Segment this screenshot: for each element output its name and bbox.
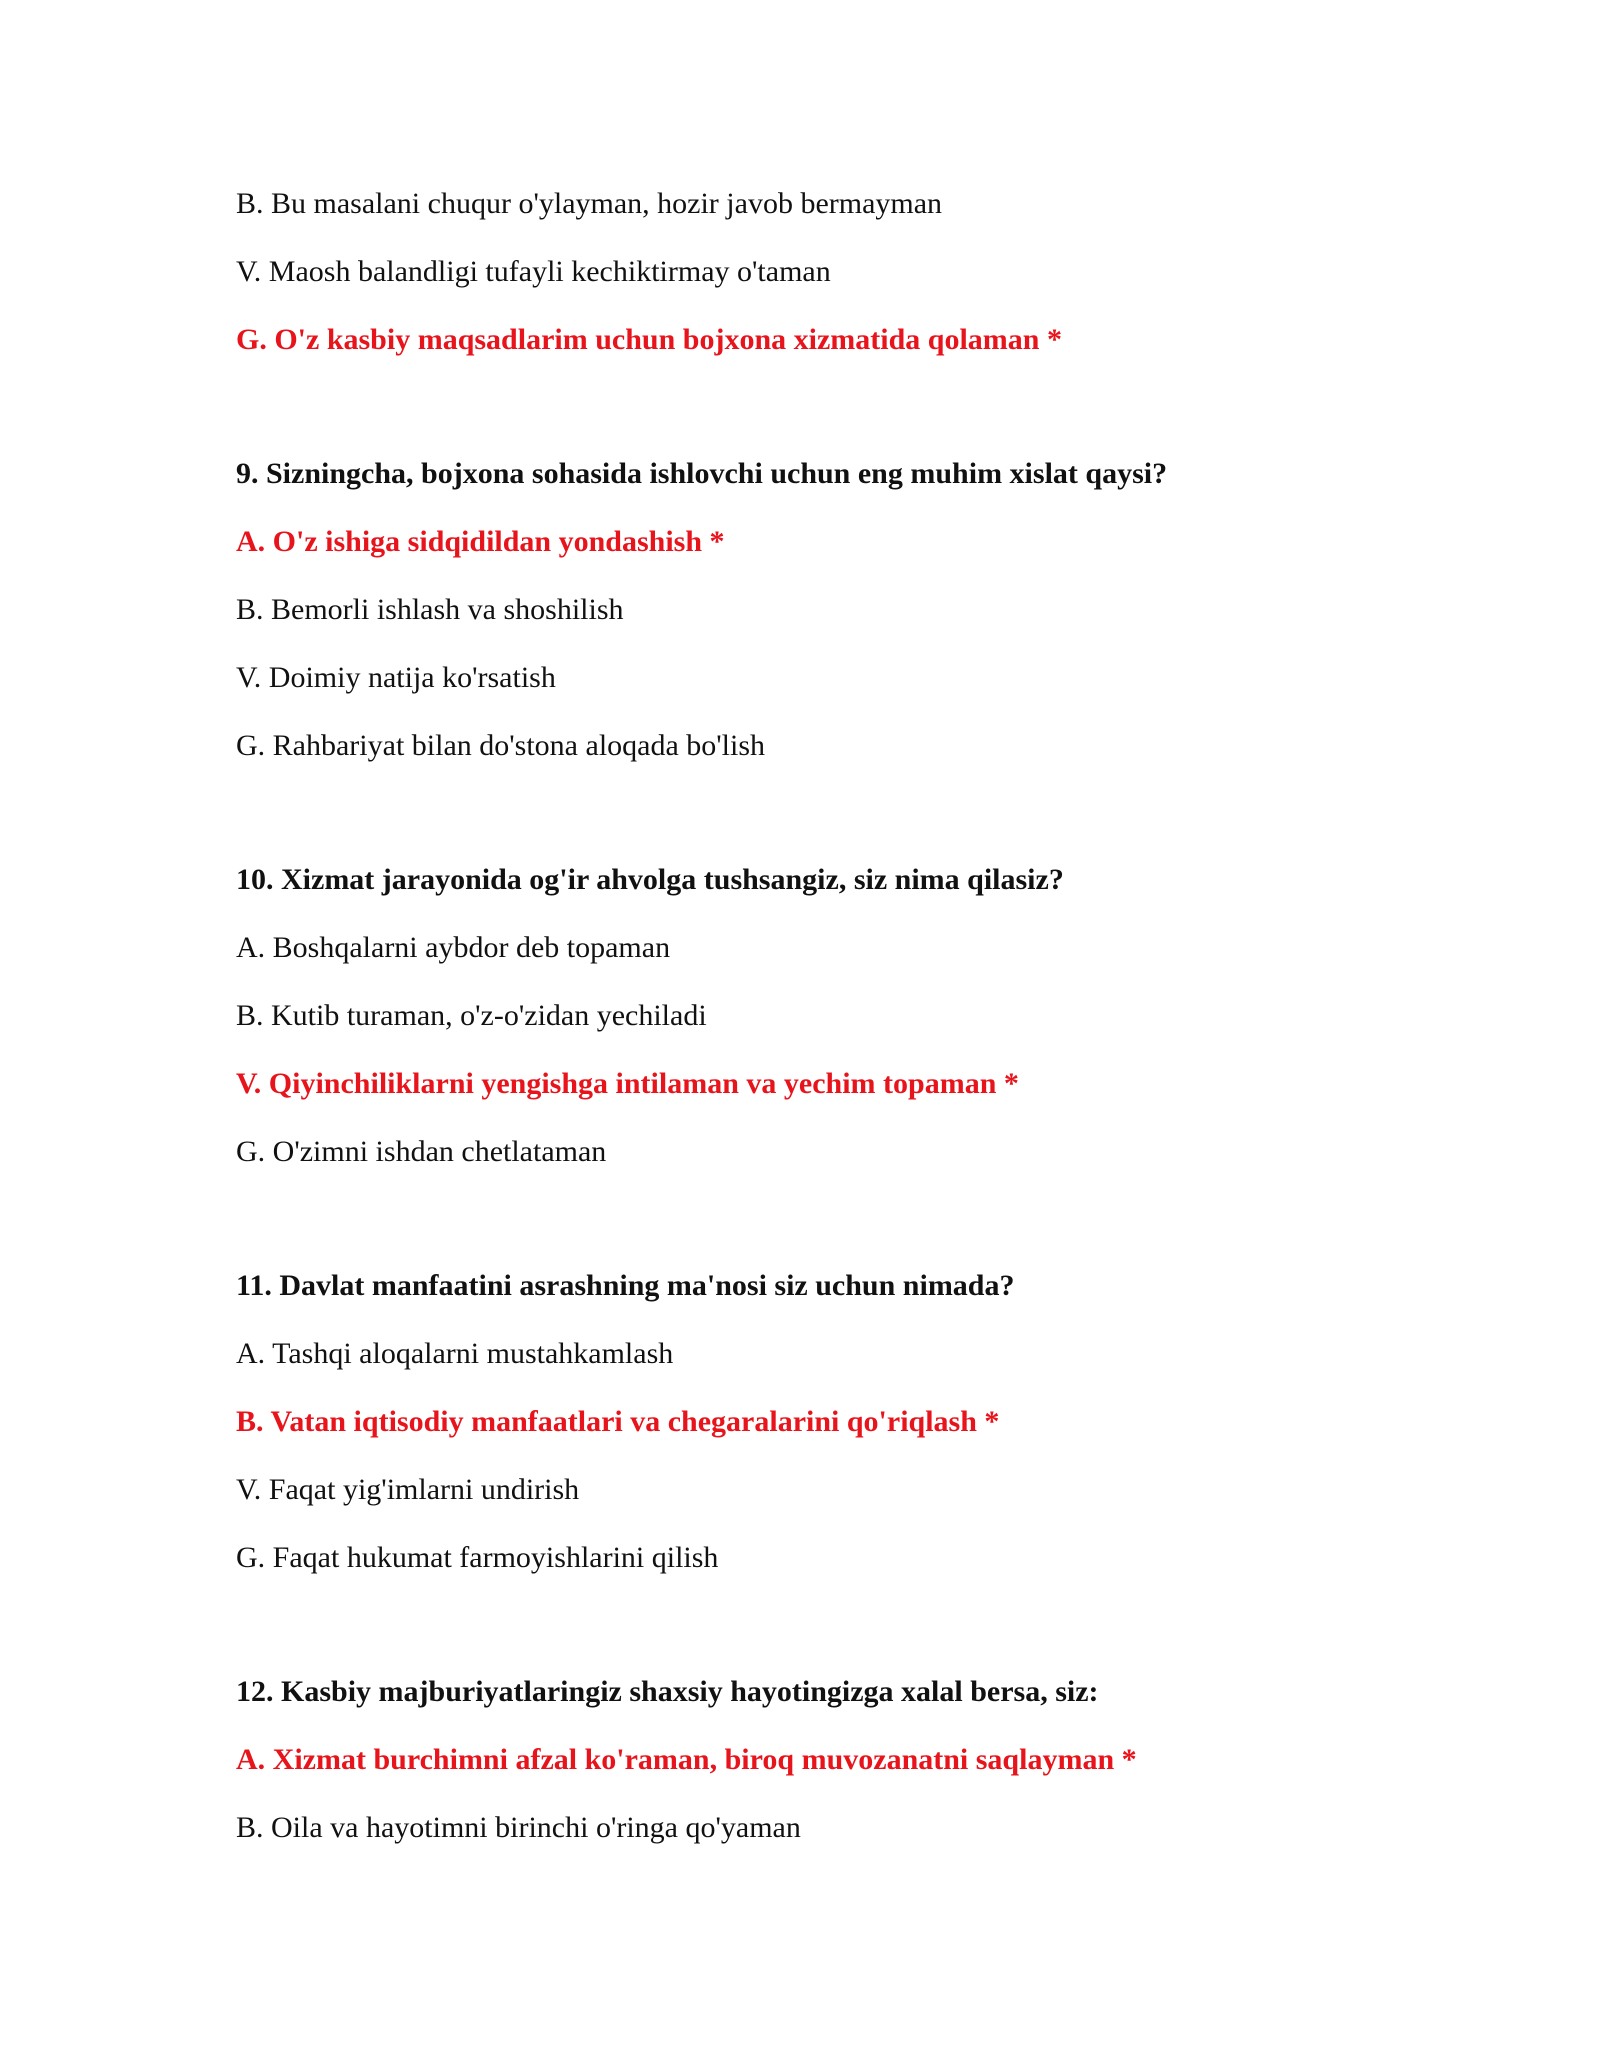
correct-answer-option: V. Qiyinchiliklarni yengishga intilaman va yechim topaman * [236,1067,1019,1100]
answer-option: B. Kutib turaman, o'z-o'zidan yechiladi [236,999,707,1032]
document-page [236,184,1536,1876]
answer-option: A. Boshqalarni aybdor deb topaman [236,931,671,964]
correct-answer-option: G. O'z kasbiy maqsadlarim uchun bojxona xizmatida qolaman * [236,323,1062,356]
correct-answer-option: A. O'z ishiga sidqidildan yondashish * [236,525,725,558]
question-12: 12. Kasbiy majburiyatlaringiz shaxsiy hayotingizga xalal bersa, siz: [236,1675,1099,1708]
answer-option: B. Bemorli ishlash va shoshilish [236,593,624,626]
answer-option: B. Bu masalani chuqur o'ylayman, hozir javob bermayman [236,187,943,220]
spacer [236,1606,1536,1672]
answer-option: G. Faqat hukumat farmoyishlarini qilish [236,1541,719,1574]
spacer [236,1200,1536,1266]
answer-option: V. Maosh balandligi tufayli kechiktirmay o'taman [236,255,831,288]
question-11: 11. Davlat manfaatini asrashning ma'nosi siz uchun nimada? [236,1269,1015,1302]
spacer [236,794,1536,860]
answer-option: G. Rahbariyat bilan do'stona aloqada bo'lish [236,729,766,762]
answer-option: A. Tashqi aloqalarni mustahkamlash [236,1337,674,1370]
correct-answer-option: A. Xizmat burchimni afzal ko'raman, biroq muvozanatni saqlayman * [236,1743,1137,1776]
answer-option: V. Faqat yig'imlarni undirish [236,1473,580,1506]
answer-option: G. O'zimni ishdan chetlataman [236,1135,607,1168]
answer-option: V. Doimiy natija ko'rsatish [236,661,556,694]
correct-answer-option: B. Vatan iqtisodiy manfaatlari va chegaralarini qo'riqlash * [236,1405,1000,1438]
question-9: 9. Sizningcha, bojxona sohasida ishlovchi uchun eng muhim xislat qaysi? [236,457,1168,490]
spacer [236,388,1536,454]
question-10: 10. Xizmat jarayonida og'ir ahvolga tushsangiz, siz nima qilasiz? [236,863,1064,896]
answer-option: B. Oila va hayotimni birinchi o'ringa qo'yaman [236,1811,801,1844]
